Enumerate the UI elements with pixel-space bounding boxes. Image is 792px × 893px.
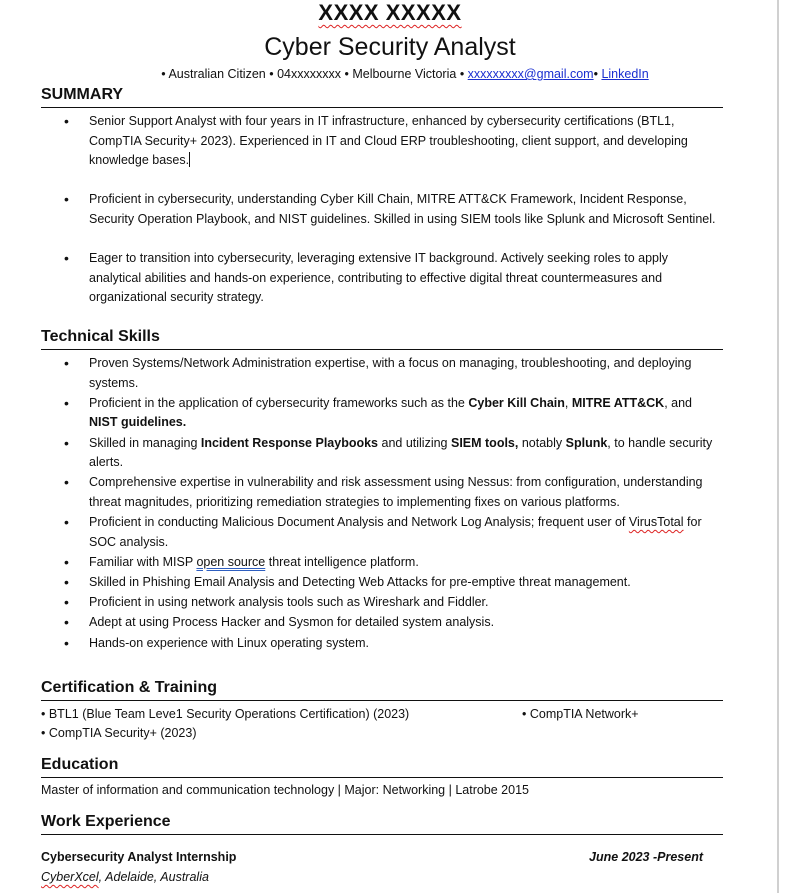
skill-text: Familiar with MISP [89, 554, 197, 569]
skill-text: Hands-on experience with Linux operating system. [89, 635, 370, 650]
summary-item: • Senior Support Analyst with four years in IT infrastructure, enhanced by cybersecurity certifications (BTL1, CompTIA Security+ 2023). Experienced in IT and Cloud ERP troubleshooting, client support, and developing knowledge bases. [41, 112, 723, 171]
summary-item: • Proficient in cybersecurity, understanding Cyber Kill Chain, MITRE ATT&CK Framework, Incident Response, Security Operation Playbook, and NIST guidelines. Skilled in using SIEM tools like Splunk and Microsoft Sentinel. [41, 190, 723, 229]
technical-skill-item [41, 473, 723, 512]
job-title-heading: Cyber Security Analyst [264, 33, 516, 61]
certification-item: • CompTIA Security+ (2023) [41, 726, 197, 740]
technical-skill-item [41, 553, 723, 573]
company-name: CyberXcel [41, 870, 99, 884]
skill-text: for SOC analysis. [89, 515, 702, 549]
skill-text: and utilizing [378, 435, 451, 450]
certification-item: • BTL1 (Blue Team Leve1 Security Operations Certification) (2023) [41, 707, 410, 721]
education-entry: Master of information and communication technology | Major: Networking | Latrobe 2015 [41, 783, 529, 797]
skill-text: threat intelligence platform. [265, 554, 419, 569]
summary-item: • Eager to transition into cybersecurity, leveraging extensive IT background. Actively seeking roles to apply analytical abilities and hands-on experience, contributing to effective digital threat countermeasures and organizational security strategy. [41, 249, 723, 308]
job-company [41, 868, 209, 886]
education-heading: Education [41, 754, 723, 778]
skill-text: , and [664, 395, 693, 410]
citizenship: Australian Citizen [168, 67, 266, 81]
technical-skill-item [41, 434, 723, 473]
candidate-name: XXXX XXXXX [318, 0, 462, 25]
skill-text: Comprehensive expertise in vulnerability and risk assessment using Nessus: from configuration, understanding threat magnitudes, prioritizing remediation strategies to implementing fixes on various platforms. [89, 475, 703, 509]
bold-term: SIEM tools, [450, 435, 519, 450]
bold-term: Cyber Kill Chain [468, 395, 565, 410]
location: Melbourne Victoria [352, 67, 457, 81]
technical-skills-list [41, 354, 723, 654]
technical-skill-item [41, 394, 723, 433]
certification-heading: Certification & Training [41, 677, 723, 701]
skill-text: open source [196, 554, 266, 569]
skill-text: Proven Systems/Network Administration expertise, with a focus on managing, troubleshooting, and deploying systems. [89, 356, 692, 390]
skill-text: VirusTotal [628, 515, 684, 530]
text-cursor [189, 152, 190, 167]
job-dates: June 2023 -Present [589, 850, 703, 864]
job-role: Cybersecurity Analyst Internship [41, 850, 237, 864]
technical-skill-item [41, 634, 723, 654]
technical-skills-heading: Technical Skills [41, 326, 723, 350]
skill-text: Proficient in the application of cybersecurity frameworks such as the [89, 395, 469, 410]
summary-heading: SUMMARY [41, 84, 723, 108]
technical-skill-item [41, 513, 723, 552]
linkedin-link[interactable]: LinkedIn [601, 67, 649, 81]
skill-text: , [564, 395, 572, 410]
skill-text: , to handle security alerts. [89, 435, 713, 470]
technical-skill-item [41, 613, 723, 633]
bold-term: Incident Response Playbooks [200, 435, 379, 450]
work-experience-heading: Work Experience [41, 811, 723, 835]
skill-text: Adept at using Process Hacker and Sysmon for detailed system analysis. [89, 615, 495, 630]
contact-line: • Australian Citizen • 04xxxxxxxx • Melbourne Victoria • xxxxxxxxx@gmail.com• LinkedIn [161, 67, 649, 81]
skill-text: Proficient in conducting Malicious Document Analysis and Network Log Analysis; frequent user of [89, 515, 629, 530]
certification-item: • CompTIA Network+ [522, 707, 639, 721]
technical-skill-item [41, 593, 723, 613]
email-link[interactable]: xxxxxxxxx@gmail.com [467, 67, 594, 81]
technical-skill-item [41, 354, 723, 393]
skill-text: Proficient in using network analysis tools such as Wireshark and Fiddler. [89, 595, 489, 610]
bold-term: Splunk [565, 435, 608, 450]
skill-text: Skilled in Phishing Email Analysis and Detecting Web Attacks for pre-emptive threat management. [89, 575, 631, 590]
technical-skill-item [41, 573, 723, 593]
summary-list [41, 112, 723, 308]
skill-text: notably [518, 435, 566, 450]
bold-term: MITRE ATT&CK [571, 395, 665, 410]
company-location: , Adelaide, Australia [98, 870, 209, 884]
page-edge-divider [777, 0, 779, 893]
bold-term: NIST guidelines. [89, 415, 187, 430]
phone: 04xxxxxxxx [277, 67, 341, 81]
skill-text: Skilled in managing [89, 435, 201, 450]
